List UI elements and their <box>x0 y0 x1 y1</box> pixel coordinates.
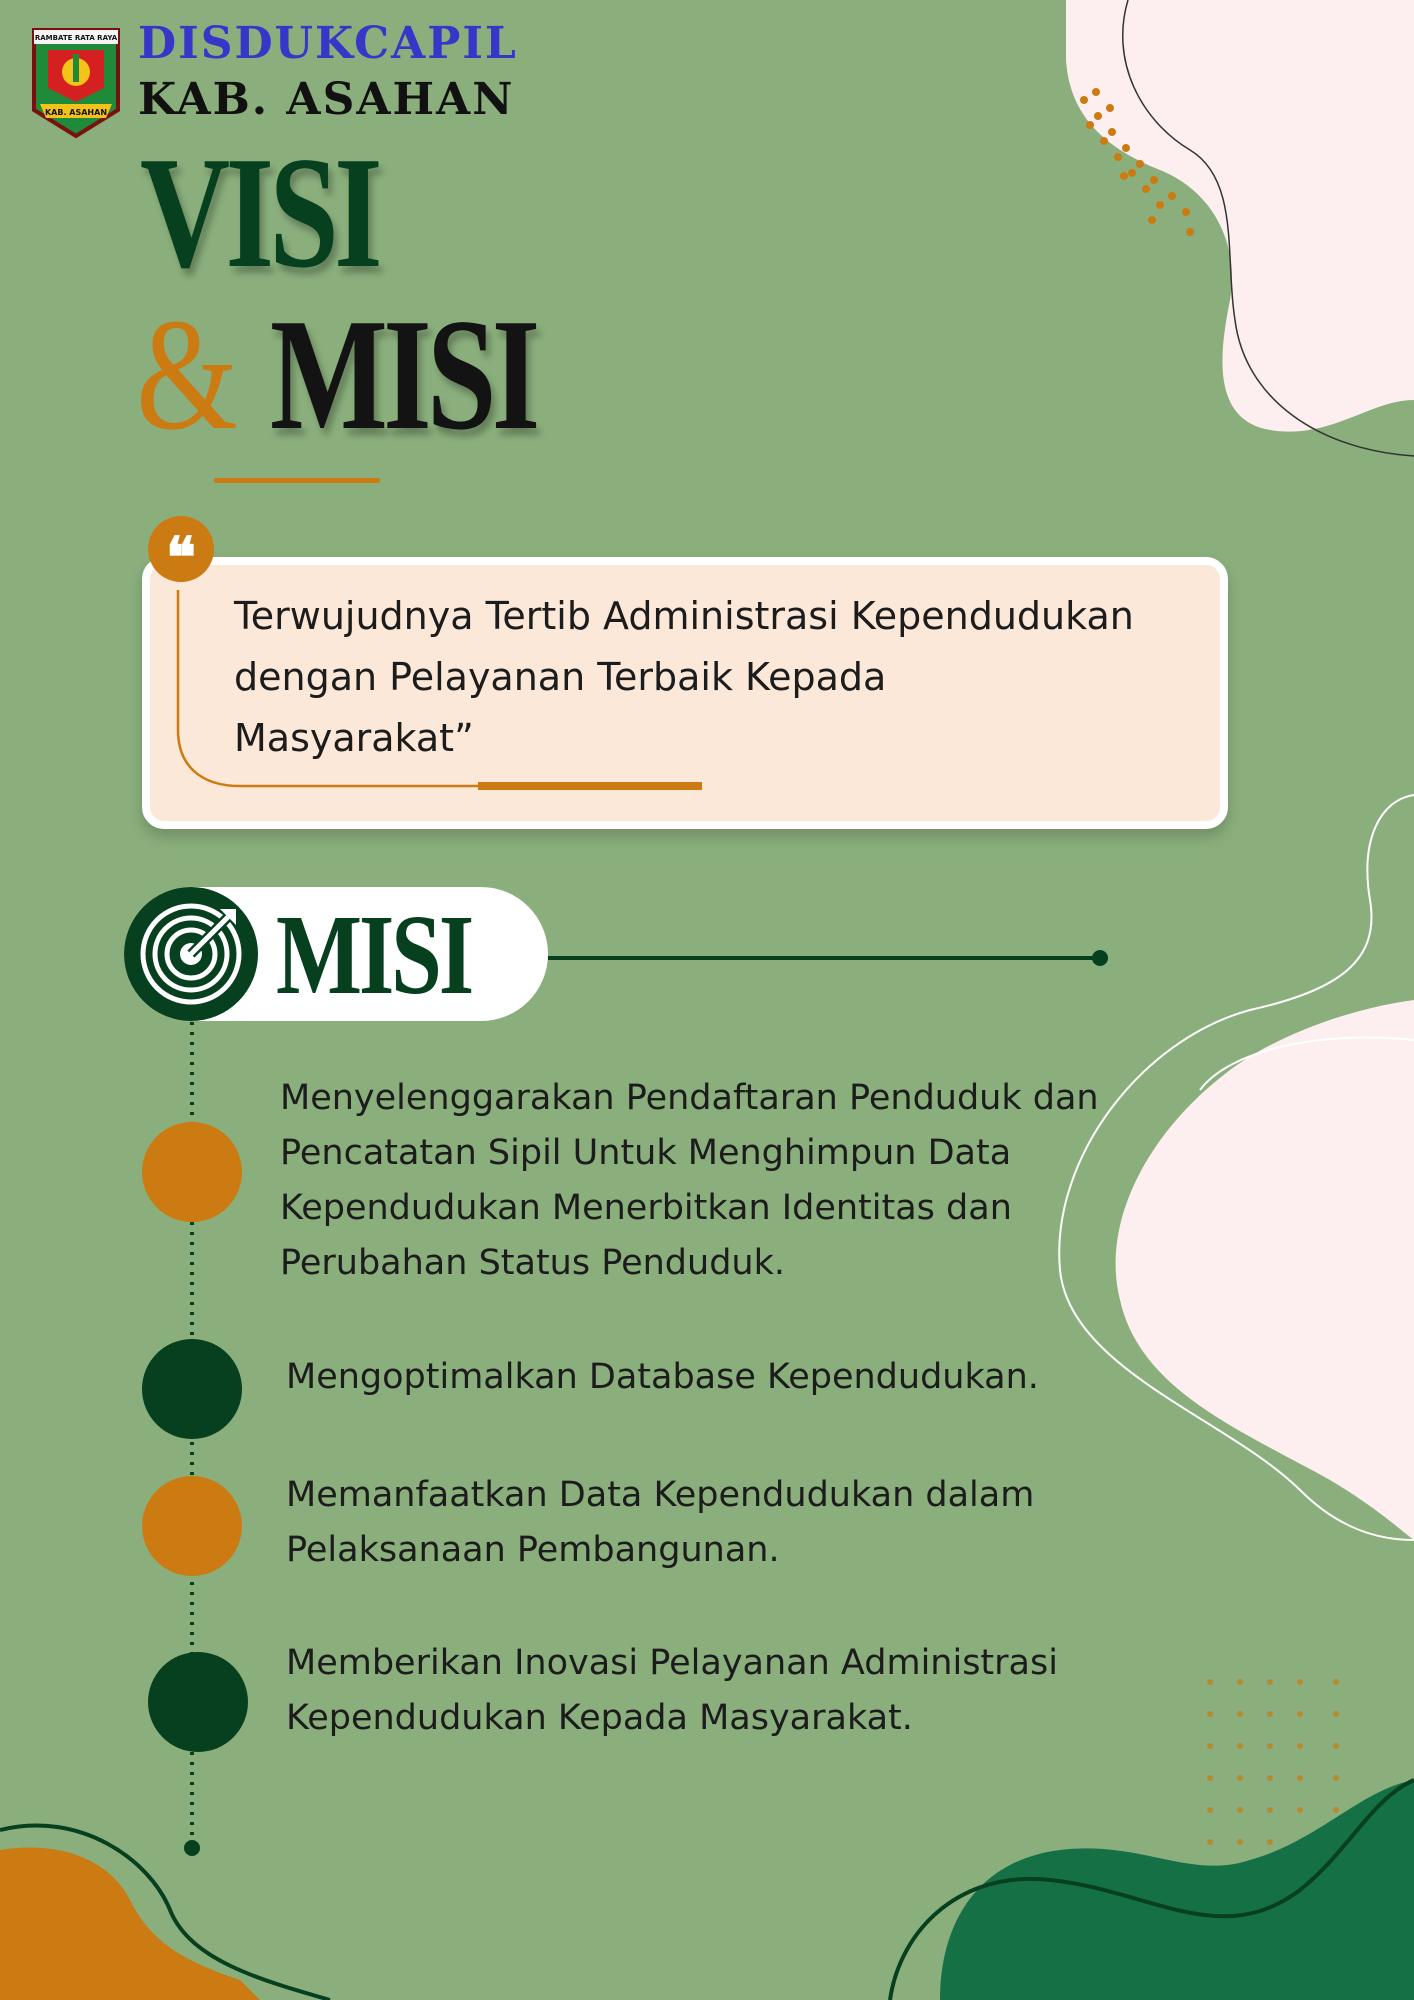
mission-item-3: Memanfaatkan Data Kependudukan dalam Pelaksanaan Pembangunan. <box>286 1475 1035 1570</box>
misi-connector-end <box>1092 950 1108 966</box>
mission-item-1: Menyelenggarakan Pendaftaran Penduduk dan Pencatatan Sipil Untuk Menghimpun Data Kependudukan Menerbitkan Identitas dan Perubahan Status Penduduk. <box>280 1078 1099 1283</box>
mission-marker-4 <box>148 1652 248 1752</box>
mission-item-4: Memberikan Inovasi Pelayanan Administrasi Kependudukan Kepada Masyarakat. <box>286 1643 1058 1738</box>
logo-banner: KAB. ASAHAN <box>44 108 108 117</box>
title-misi: MISI <box>270 285 536 463</box>
title-ampersand: & <box>136 285 234 463</box>
timeline-end-dot <box>184 1840 200 1856</box>
org-subtitle: KAB. ASAHAN <box>138 74 515 125</box>
mission-marker-2 <box>142 1339 242 1439</box>
org-name: DISDUKCAPIL <box>138 18 518 69</box>
mission-marker-1 <box>142 1122 242 1222</box>
vision-statement: Terwujudnya Tertib Administrasi Kependudukan dengan Pelayanan Terbaik Kepada Masyarakat” <box>234 594 1134 760</box>
mission-marker-3 <box>142 1476 242 1576</box>
quote-icon: ❝ <box>148 516 214 582</box>
misi-heading: MISI <box>276 891 471 1018</box>
mission-item-2: Mengoptimalkan Database Kependudukan. <box>286 1357 1039 1397</box>
title-visi: VISI <box>140 123 378 301</box>
logo-motto: RAMBATE RATA RAYA <box>34 34 118 42</box>
